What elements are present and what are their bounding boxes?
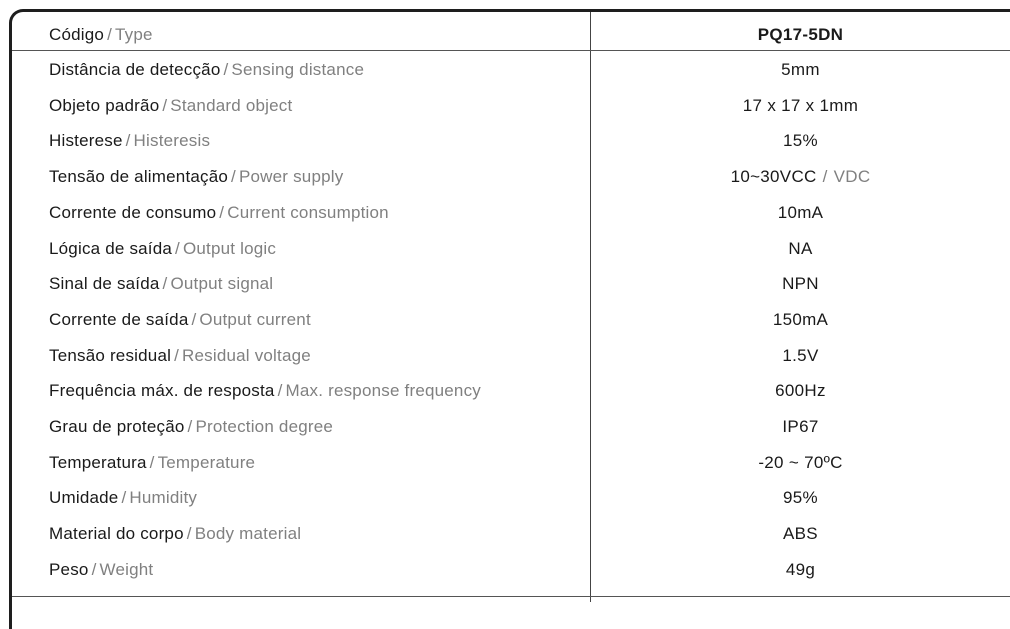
spec-value-main: 150mA xyxy=(772,309,829,329)
spec-value-main: 17 x 17 x 1mm xyxy=(742,95,859,115)
spec-label-en: Sensing distance xyxy=(231,60,365,79)
spec-value xyxy=(591,266,1010,302)
spec-label-sep: / xyxy=(162,95,168,115)
spec-label-pt: Grau de proteção xyxy=(49,417,185,436)
spec-label-sep: / xyxy=(277,381,283,401)
spec-value xyxy=(591,552,1010,588)
spec-value xyxy=(591,409,1010,445)
spec-value xyxy=(591,445,1010,481)
table-row xyxy=(12,88,1010,124)
spec-label-sep: / xyxy=(91,559,97,579)
spec-value xyxy=(591,52,1010,88)
spec-value xyxy=(591,195,1010,231)
table-bottom-border xyxy=(12,596,1010,597)
spec-label-sep: / xyxy=(186,524,192,544)
spec-label xyxy=(49,266,273,302)
spec-value-main: -20 ~ 70ºC xyxy=(758,452,843,472)
header-label-sep: / xyxy=(107,25,113,44)
table-row xyxy=(12,52,1010,88)
spec-label-pt: Distância de detecção xyxy=(49,60,221,79)
spec-label xyxy=(49,231,276,267)
spec-label-pt: Frequência máx. de resposta xyxy=(49,381,275,401)
table-row xyxy=(12,516,1010,552)
table-row xyxy=(12,123,1010,159)
spec-value-main: NA xyxy=(788,238,813,258)
spec-label-sep: / xyxy=(174,345,180,365)
table-row xyxy=(12,445,1010,481)
spec-value xyxy=(591,123,1010,159)
spec-value-alt: VDC xyxy=(833,167,871,187)
spec-label-pt: Tensão residual xyxy=(49,345,172,365)
spec-label-en: Output signal xyxy=(170,274,274,294)
spec-label xyxy=(49,338,311,374)
spec-label xyxy=(49,88,292,124)
spec-value-sep: / xyxy=(822,167,828,187)
spec-label-en: Output logic xyxy=(182,238,277,258)
spec-label xyxy=(49,516,301,552)
spec-label-en: Weight xyxy=(99,559,154,579)
spec-label-pt: Umidade xyxy=(49,488,119,508)
table-row xyxy=(12,302,1010,338)
table-row xyxy=(12,159,1010,195)
spec-label-sep: / xyxy=(223,60,229,79)
spec-label-pt: Material do corpo xyxy=(49,524,184,544)
header-row xyxy=(12,17,1010,53)
spec-label-pt: Temperatura xyxy=(49,452,147,472)
table-row xyxy=(12,373,1010,409)
spec-value xyxy=(591,88,1010,124)
table-row xyxy=(12,338,1010,374)
spec-label-sep: / xyxy=(121,488,127,508)
spec-label xyxy=(49,52,364,88)
spec-label-en: Residual voltage xyxy=(182,345,311,365)
spec-label-sep: / xyxy=(175,238,180,258)
header-value: PQ17-5DN xyxy=(757,25,844,44)
spec-value-main: 10mA xyxy=(777,202,824,222)
spec-value-main: 95% xyxy=(783,488,818,508)
spec-label-en: Temperature xyxy=(157,452,256,472)
spec-label-en: Humidity xyxy=(129,488,198,508)
spec-label-pt: Lógica de saída xyxy=(49,238,173,258)
spec-label-en: Protection degree xyxy=(195,417,334,436)
spec-label-en: Power supply xyxy=(238,167,344,187)
table-row xyxy=(12,409,1010,445)
spec-value xyxy=(591,302,1010,338)
spec-label-pt: Sinal de saída xyxy=(49,274,160,294)
spec-label-sep: / xyxy=(149,452,155,472)
spec-label-pt: Peso xyxy=(49,559,89,579)
spec-label-pt: Corrente de saída xyxy=(49,309,189,329)
spec-label-sep: / xyxy=(125,131,131,151)
spec-label xyxy=(49,123,210,159)
table-row xyxy=(12,266,1010,302)
spec-label-pt: Corrente de consumo xyxy=(49,202,217,222)
spec-value xyxy=(591,516,1010,552)
table-row xyxy=(12,552,1010,588)
spec-label-en: Current consumption xyxy=(227,202,389,222)
spec-label-sep: / xyxy=(219,202,225,222)
table-row xyxy=(12,480,1010,516)
spec-value-main: 15% xyxy=(783,131,818,151)
spec-label-sep: / xyxy=(231,167,236,187)
spec-value-main: 49g xyxy=(785,559,816,579)
spec-value-main: NPN xyxy=(782,274,819,294)
spec-value-main: ABS xyxy=(783,524,818,544)
spec-label xyxy=(49,445,255,481)
spec-label-pt: Objeto padrão xyxy=(49,95,160,115)
spec-label-pt: Tensão de alimentação xyxy=(49,167,229,187)
spec-value-main: 5mm xyxy=(781,60,820,79)
spec-label-sep: / xyxy=(162,274,168,294)
spec-label xyxy=(49,480,197,516)
spec-label xyxy=(49,195,389,231)
spec-label-pt: Histerese xyxy=(49,131,123,151)
spec-label-en: Output current xyxy=(199,309,311,329)
header-label-pt: Código xyxy=(49,25,105,44)
spec-value xyxy=(591,159,1010,195)
spec-value-main: 10~30VCC xyxy=(730,167,817,187)
header-label-en: Type xyxy=(115,25,153,44)
spec-label xyxy=(49,373,481,409)
spec-label xyxy=(49,302,311,338)
spec-value-main: 600Hz xyxy=(775,381,826,401)
spec-label xyxy=(49,409,333,445)
spec-value xyxy=(591,480,1010,516)
spec-label-en: Body material xyxy=(194,524,302,544)
header-label xyxy=(49,17,153,53)
spec-value xyxy=(591,373,1010,409)
table-row xyxy=(12,231,1010,267)
spec-value-main: 1.5V xyxy=(782,345,819,365)
spec-label xyxy=(49,159,343,195)
spec-value xyxy=(591,231,1010,267)
spec-value xyxy=(591,338,1010,374)
spec-label-en: Histeresis xyxy=(133,131,211,151)
spec-label-en: Standard object xyxy=(170,95,293,115)
spec-label-sep: / xyxy=(191,309,197,329)
spec-label-en: Max. response frequency xyxy=(285,381,481,401)
table-row xyxy=(12,195,1010,231)
spec-value-main: IP67 xyxy=(782,417,819,436)
spec-label-sep: / xyxy=(187,417,193,436)
spec-label xyxy=(49,552,153,588)
